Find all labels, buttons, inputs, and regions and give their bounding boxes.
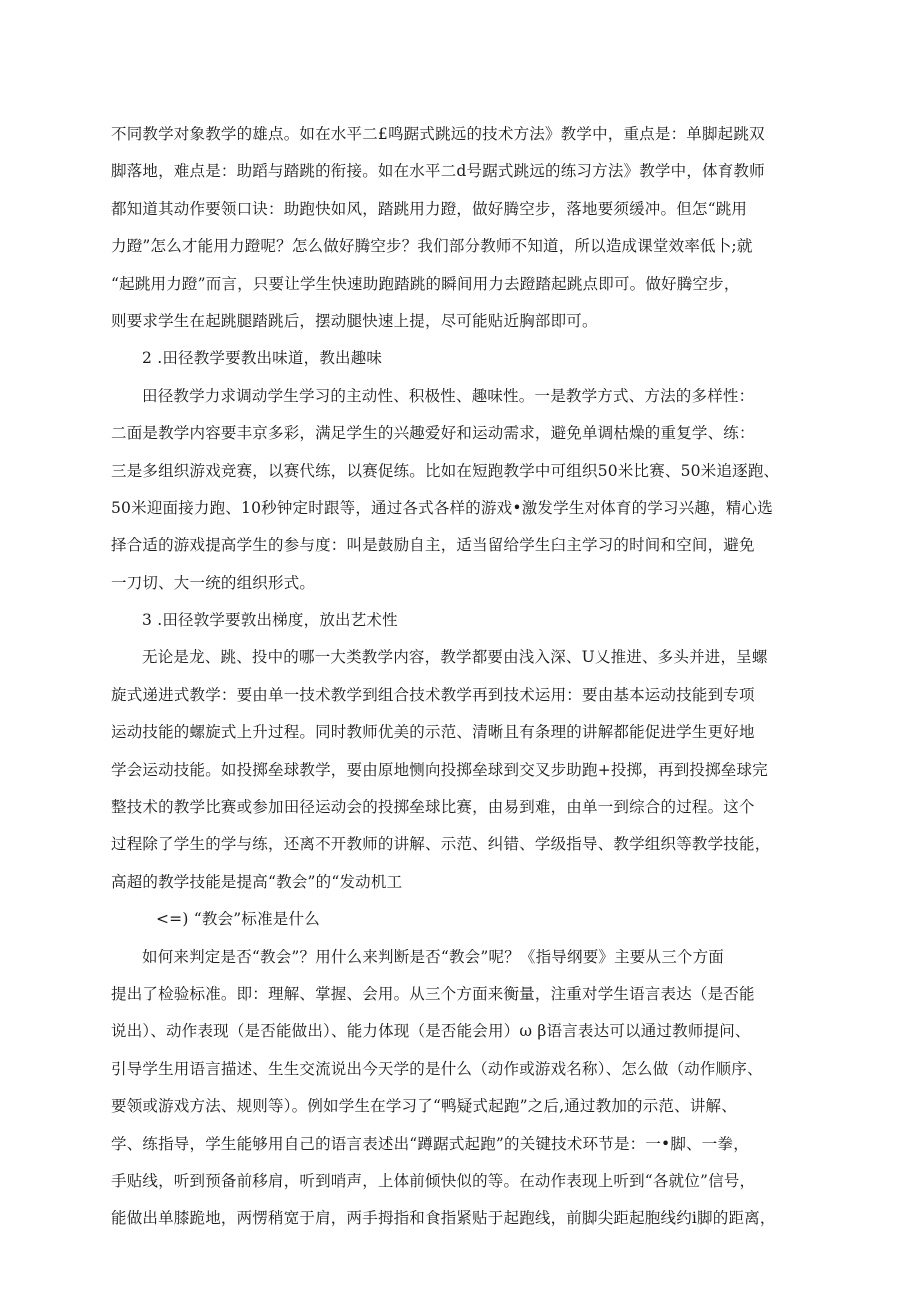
heading-text: 2 .田径教学要教出味道，教出趣味 (142, 349, 383, 368)
text-line: 运动技能的螺旋式上升过程。同时教师优美的示范、清晰且有条理的讲解都能促进学生更好地 (111, 723, 755, 742)
text-line: 要领或游戏方法、规则等）。例如学生在学习了“鸭疑式起跑”之后,通过教加的示范、讲解、 (111, 1097, 737, 1116)
text-line: 整技术的教学比赛或参加田径运动会的投掷垒球比赛，由易到难，由单一到综合的过程。这个 (111, 798, 755, 817)
text-line: 引导学生用语言描述、生生交流说出今天学的是什么（动作或游戏名称）、怎么做（动作顺序、 (111, 1059, 763, 1078)
text-line: 则要求学生在起跳腿踏跳后，摆动腿快速上提，尽可能贴近胸部即可。 (111, 311, 598, 330)
heading-text: 3 .田径敦学要敦出梯度，放出艺术性 (142, 611, 398, 630)
text-line: 田径教学力求调动学生学习的主动性、积极性、趣味性。一是教学方式、方法的多样性： (142, 386, 755, 405)
text-line: “起跳用力蹬”而言，只要让学生快速助跑踏跳的瞬间用力去蹬踏起跳点即可。做好腾空步， (111, 274, 740, 293)
text-line: 学会运动技能。如投掷垒球教学，要由原地恻向投掷垒球到交叉步助跑+投掷，再到投掷垒球完 (111, 760, 768, 779)
text-line: 三是多组织游戏竞赛，以赛代练，以赛促练。比如在短跑教学中可组织50米比赛、50米追逐跑、 (111, 461, 780, 480)
heading-text: <=) “教会”标准是什么 (156, 910, 320, 929)
text-line: 脚落地，难点是：助蹈与踏跳的衔接。如在水平二d号踞式跳远的练习方法》教学中，体育教师 (111, 162, 765, 181)
paragraph-gradient-teaching (111, 639, 828, 901)
text-line: 说出）、动作表现（是否能做出）、能力体现（是否能会用）ω β语言表达可以通过教师提问、 (111, 1022, 751, 1041)
paragraph-fun-teaching (111, 378, 828, 602)
section-heading-3 (111, 602, 828, 639)
text-line: 能做出单膝跪地，两愣稍宽于肩，两手拇指和食指紧贴于起跑线，前脚尖距起胞线约i脚的距离， (111, 1209, 776, 1228)
text-line: 二面是教学内容要丰京多彩，满足学生的兴趣爱好和运动需求，避免单调枯燥的重复学、练： (111, 424, 755, 443)
text-line: 都知道其动作要领口诀：助跑快如风，踏跳用力蹬，做好腾空步，落地要须缓冲。但怎“跳用 (111, 199, 748, 218)
text-line: 旋式递进式教学：要由单一技术教学到组合技术教学再到技术运用：要由基本运动技能到专项 (111, 685, 755, 704)
text-line: 择合适的游戏提高学生的参与度：叫是鼓励自主，适当留给学生臼主学习的时间和空间，避免 (111, 536, 755, 555)
text-line: 无论是龙、跳、投中的哪一大类教学内容，教学都要由浅入深、U乂推进、多头并进，呈螺 (142, 648, 768, 667)
text-line: 手贴线，听到预备前移肩，听到哨声，上体前倾快似的等。在动作表现上听到“各就位”信号， (111, 1171, 756, 1190)
text-line: 一刀切、大一统的组织形式。 (111, 573, 316, 592)
text-line: 力蹬”怎么才能用力蹬呢？怎么做好腾空步？我们部分教师不知道，所以造成课堂效率低卜;就 (111, 237, 753, 256)
paragraph-continued (111, 116, 828, 340)
text-line: 50米迎面接力跑、10秒钟定时跟等，通过各式各样的游戏•激发学生对体育的学习兴趣，精心选 (111, 498, 773, 517)
text-line: 不同教学对象教学的雄点。如在水平二£鸣踞式跳远的技术方法》教学中，重点是：单脚起跳双 (111, 125, 765, 143)
sub-heading-standard (111, 901, 828, 938)
text-line: 如何来判定是否“教会”？用什么来判断是否“教会”呢？《指导纲要》主要从三个方面 (142, 947, 724, 966)
text-line: 过程除了学生的学与练，还离不开教师的讲解、示范、纠错、学级指导、教学组织等教学技能， (111, 835, 771, 854)
text-line: 高超的教学技能是提高“教会”的“发动机工 (111, 872, 403, 891)
section-heading-2 (111, 340, 828, 377)
text-line: 学、练指导，学生能够用自己的语言表述出“蹲踞式起跑”的关键技术环节是：一•脚、一拳， (111, 1134, 749, 1153)
text-line: 提出了检验标准。即：理解、掌握、会用。从三个方面来衡量，注重对学生语言表达（是否能 (111, 984, 755, 1003)
paragraph-standard (111, 939, 828, 1238)
